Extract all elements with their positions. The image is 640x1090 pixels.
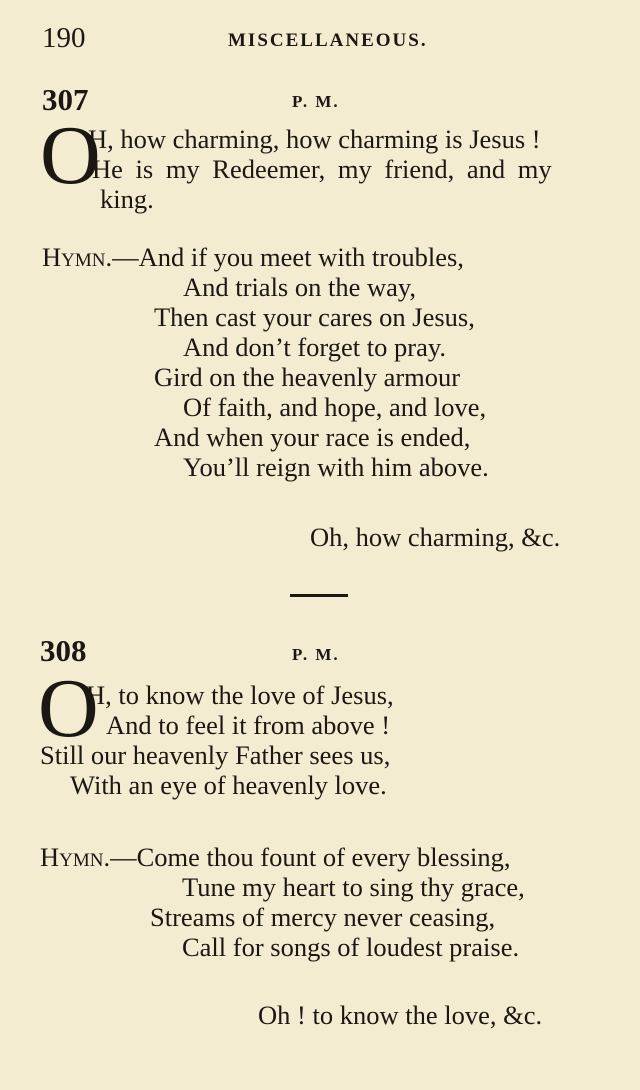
hymn-number: 307 [42,82,89,117]
hymn-line-text: —Come thou fount of every blessing, [110,842,511,872]
hymn-line: Gird on the heavenly armour [154,362,461,392]
hymn-line: You’ll reign with him above. [183,452,489,482]
verse-line: Still our heavenly Father sees us, [40,740,391,770]
hymn-line [42,242,464,273]
verse-line: H, to know the love of Jesus, [86,680,394,710]
hymn-label: Hymn. [40,842,111,872]
page-number: 190 [42,22,86,54]
hymn-line: Then cast your cares on Jesus, [154,302,475,332]
verse-line: And to feel it from above ! [106,710,391,740]
hymn-meter: P. M. [292,645,340,664]
hymn-line: And trials on the way, [183,272,417,302]
hymn-line: And don’t forget to pray. [183,332,446,362]
verse-line: He is my Redeemer, my friend, and my [92,154,552,184]
hymn-line [40,842,511,873]
section-divider [290,594,348,597]
hymn-meter: P. M. [292,92,340,111]
hymn-line: Of faith, and hope, and love, [183,392,487,422]
running-head: MISCELLANEOUS. [228,30,428,51]
hymn-line: And when your race is ended, [154,422,471,452]
verse-line: With an eye of heavenly love. [70,770,387,800]
drop-cap: O [38,662,99,755]
hymn-number: 308 [40,633,87,668]
verse-line: king. [100,184,154,214]
refrain: Oh, how charming, &c. [310,522,561,552]
hymn-line: Streams of mercy never ceasing, [150,902,496,932]
hymn-line: Call for songs of loudest praise. [182,932,520,962]
hymn-label: Hymn. [42,242,113,272]
hymn-line: Tune my heart to sing thy grace, [182,872,525,902]
refrain: Oh ! to know the love, &c. [258,1000,543,1030]
verse-line: H, how charming, how charming is Jesus ! [88,124,541,154]
hymn-line-text: —And if you meet with troubles, [112,242,464,272]
drop-cap: O [40,109,101,202]
